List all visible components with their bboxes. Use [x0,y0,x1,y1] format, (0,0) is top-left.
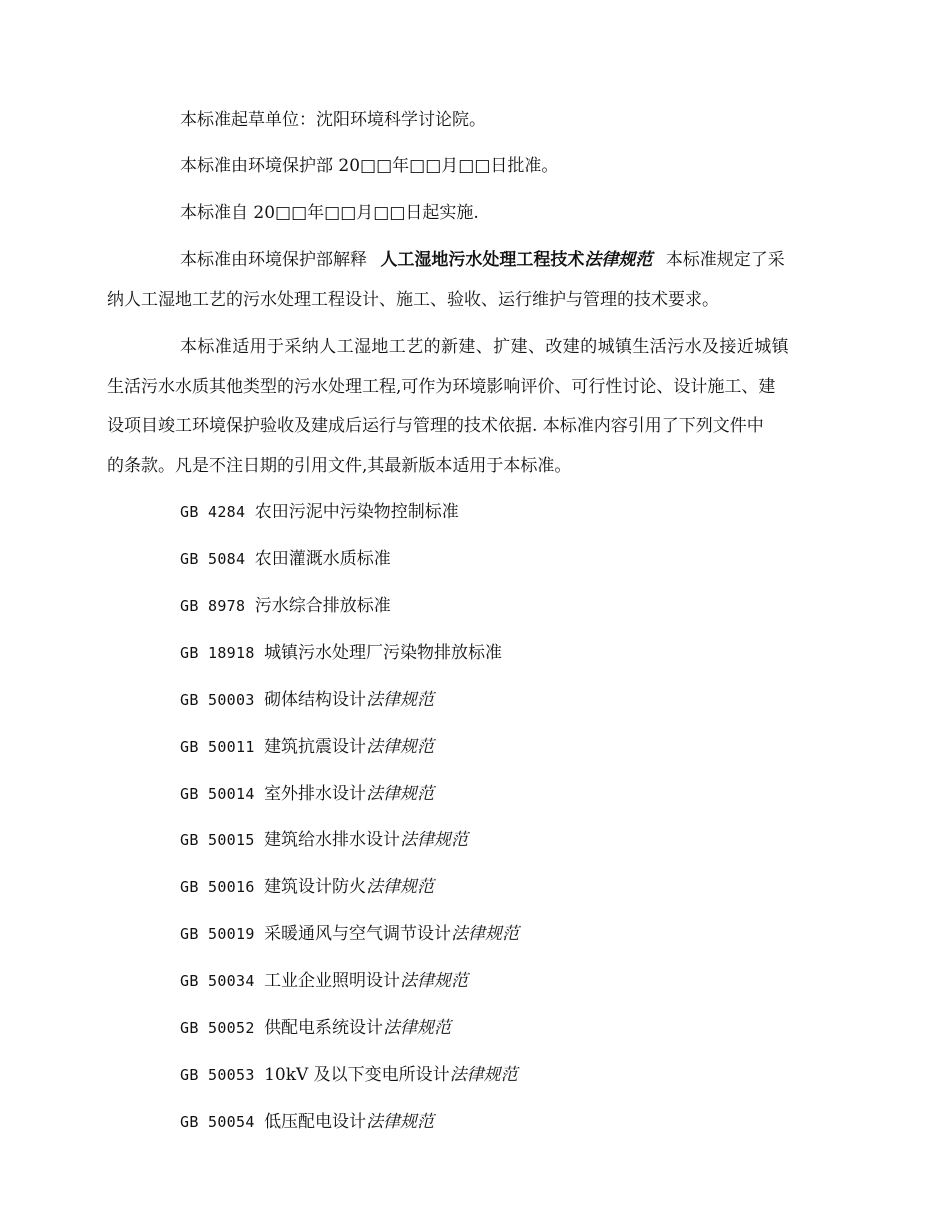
reference-title: 室外排水设计 [264,784,367,804]
drafter-paragraph: 本标准起草单位：沈阳环境科学讨论院。 [180,110,486,130]
approval-paragraph: 本标准由环境保护部 20□□年□□月□□日批准。 [180,156,559,176]
reference-code: GB 8978 [180,597,246,615]
reference-title: 建筑给水排水设计 [264,830,401,850]
reference-title: 10kV 及以下变电所设计 [264,1065,450,1085]
reference-code: GB 18918 [180,644,255,662]
reference-title: 建筑抗震设计 [264,737,367,757]
reference-code: GB 50015 [180,831,255,849]
reference-item [180,784,434,804]
scope-paragraph-line: 纳人工湿地工艺的污水处理工程设计、施工、验收、运行维护与管理的技术要求。 [107,290,719,310]
document-title [380,250,652,270]
reference-title-suffix: 法律规范 [366,690,435,710]
reference-item [180,924,519,944]
reference-item [180,549,391,569]
reference-title: 建筑设计防火 [264,877,367,897]
reference-item [180,971,468,991]
reference-code: GB 50016 [180,878,255,896]
reference-title: 农田污泥中污染物控制标准 [254,502,459,522]
applicability-paragraph-line: 设项目竣工环境保护验收及建成后运行与管理的技术依据. 本标准内容引用了下列文件中 [107,416,764,436]
reference-title-suffix: 法律规范 [451,924,520,944]
reference-title: 城镇污水处理厂污染物排放标准 [264,643,503,663]
reference-code: GB 50003 [180,691,255,709]
reference-title: 污水综合排放标准 [254,596,391,616]
reference-title: 采暖通风与空气调节设计 [264,924,452,944]
reference-item [180,737,434,757]
reference-code: GB 50053 [180,1066,255,1084]
reference-title-suffix: 法律规范 [366,737,435,757]
reference-item [180,690,434,710]
reference-title-suffix: 法律规范 [366,1112,435,1132]
reference-code: GB 50054 [180,1113,255,1131]
document-title-main: 人工湿地污水处理工程技术 [380,250,585,270]
effective-date-paragraph: 本标准自 20□□年□□月□□日起实施. [180,203,479,223]
reference-item [180,1065,518,1085]
reference-item [180,1112,434,1132]
interpretation-paragraph [180,250,785,270]
reference-title: 农田灌溉水质标准 [254,549,391,569]
reference-code: GB 50014 [180,785,255,803]
reference-title-suffix: 法律规范 [366,877,435,897]
reference-title: 低压配电设计 [264,1112,367,1132]
reference-item [180,830,468,850]
reference-code: GB 50019 [180,925,255,943]
reference-code: GB 50034 [180,972,255,990]
reference-title: 砌体结构设计 [264,690,367,710]
reference-title-suffix: 法律规范 [366,784,435,804]
reference-title-suffix: 法律规范 [400,971,469,991]
document-title-suffix: 法律规范 [584,250,653,270]
reference-title-suffix: 法律规范 [400,830,469,850]
reference-code: GB 5084 [180,550,246,568]
scope-intro: 本标准规定了采 [665,250,785,270]
reference-item [180,877,434,897]
reference-title-suffix: 法律规范 [383,1018,452,1038]
reference-item [180,502,459,522]
reference-item [180,643,502,663]
reference-title-suffix: 法律规范 [449,1065,518,1085]
applicability-paragraph-line: 的条款。凡是不注日期的引用文件,其最新版本适用于本标准。 [107,456,572,476]
reference-item [180,1018,451,1038]
reference-code: GB 50052 [180,1019,255,1037]
applicability-paragraph-line: 本标准适用于采纳人工湿地工艺的新建、扩建、改建的城镇生活污水及接近城镇 [180,337,789,357]
reference-item [180,596,391,616]
reference-title: 供配电系统设计 [264,1018,384,1038]
interpretation-prefix: 本标准由环境保护部解释 [180,250,367,270]
reference-code: GB 4284 [180,503,246,521]
reference-title: 工业企业照明设计 [264,971,401,991]
reference-code: GB 50011 [180,738,255,756]
applicability-paragraph-line: 生活污水水质其他类型的污水处理工程,可作为环境影响评价、可行性讨论、设计施工、建 [107,377,776,397]
